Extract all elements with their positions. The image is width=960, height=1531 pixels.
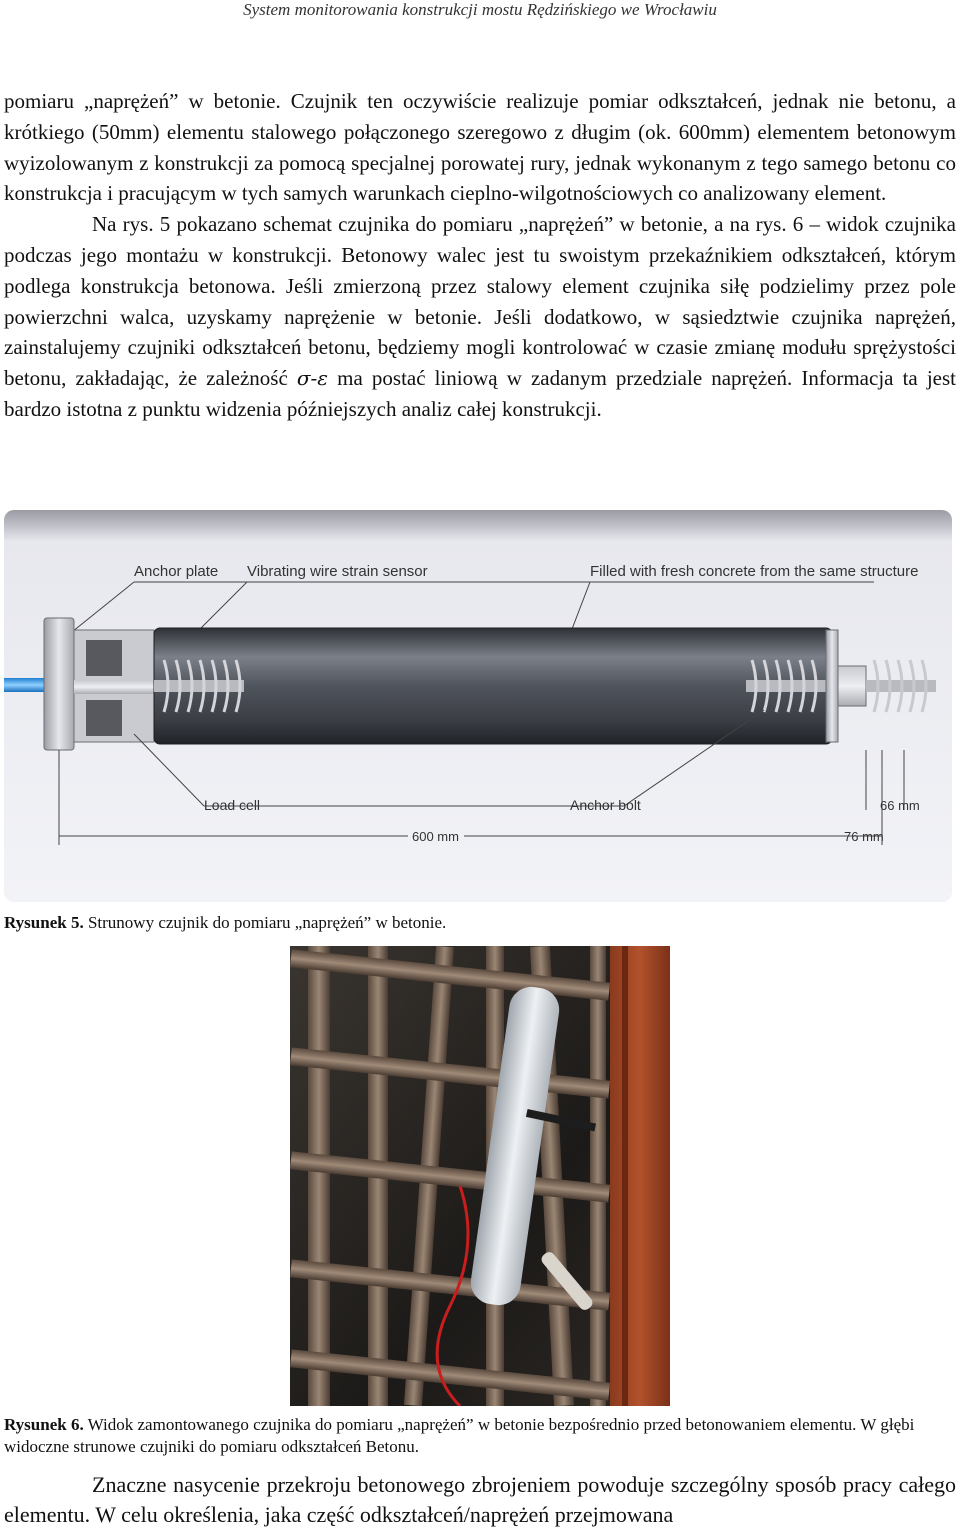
caption-6-text: Widok zamontowanego czujnika do pomiaru „naprężeń” w betonie bezpośrednio przed betonowaniem elementu. W głębi widoczne strunowe czujniki do pomiaru odkształceń Betonu. bbox=[4, 1415, 915, 1456]
sensor-schematic-drawing bbox=[4, 510, 952, 902]
label-anchor-bolt: Anchor bolt bbox=[570, 797, 641, 813]
caption-6-label: Rysunek 6. bbox=[4, 1415, 84, 1434]
paragraph-2 bbox=[4, 209, 956, 425]
label-anchor-plate: Anchor plate bbox=[134, 563, 219, 580]
load-cell-block-bottom bbox=[86, 700, 122, 736]
anchor-nut bbox=[838, 666, 866, 706]
dim-600-text: 600 mm bbox=[412, 829, 459, 844]
sigma-epsilon-symbol: σ-ε bbox=[296, 366, 329, 391]
porous-tube bbox=[154, 628, 832, 744]
body-text-bottom bbox=[4, 1470, 956, 1530]
anchor-plate-left bbox=[44, 618, 74, 750]
anchor-plate-right bbox=[826, 630, 838, 742]
figure-5-sensor-schematic bbox=[4, 510, 952, 902]
paragraph-2-text-b: ma postać liniową w zadanym przedziale naprężeń. Informacja ta jest bardzo istotna z punktu widzenia późniejszych analiz całej konstrukcji. bbox=[4, 366, 956, 421]
paragraph-1: pomiaru „naprężeń” w betonie. Czujnik ten oczywiście realizuje pomiar odkształceń, jednak nie betonu, a krótkiego (50mm) elementu stalowego połączonego szeregowo z długim (ok. 600mm) elementem betonowym wyizolowanym z konstrukcji za pomocą specjalnej porowatej rury, jednak wykonanym z tego samego betonu co konstrukcja i pracującym w tych samych warunkach cieplno-wilgotnościowych co analizowany element. bbox=[4, 89, 956, 206]
paragraph-2-text-a: Na rys. 5 pokazano schemat czujnika do pomiaru „naprężeń” w betonie, a na rys. 6 – widok czujnika podczas jego montażu w konstrukcji. Betonowy walec jest tu swoistym przekaźnikiem odkształceń, którym podlega konstrukcja betonowa. Jeśli zmierzoną przez stalowy element czujnika siłę podzielimy przez pole powierzchni walca, uzyskamy naprężenie w betonie. Jeśli dodatkowo, w sąsiedztwie czujnika naprężeń, zainstalujemy czujniki odkształceń betonu, będziemy mogli kontrolować w czasie zmianę modułu sprężystości betonu, zakładając, że zależność bbox=[4, 212, 956, 391]
dim-66-text: 66 mm bbox=[880, 798, 920, 813]
external-anchor-spiral bbox=[866, 660, 936, 712]
figure-6-installation-photo bbox=[290, 946, 670, 1406]
load-cell-block-top bbox=[86, 640, 122, 676]
paragraph-3: Znaczne nasycenie przekroju betonowego zbrojeniem powoduje szczególny sposób pracy całego elementu. W celu określenia, jaka część odkształceń/naprężeń przejmowana bbox=[4, 1472, 956, 1527]
dim-76-text: 76 mm bbox=[844, 829, 884, 844]
installation-photo-drawing bbox=[290, 946, 670, 1406]
caption-figure-6 bbox=[4, 1414, 956, 1458]
body-text-top bbox=[4, 86, 956, 425]
label-vibrating-wire-sensor: Vibrating wire strain sensor bbox=[247, 563, 428, 580]
running-header: System monitorowania konstrukcji mostu Rędzińskiego we Wrocławiu bbox=[243, 0, 717, 19]
steel-formwork bbox=[610, 946, 670, 1406]
caption-figure-5 bbox=[4, 912, 956, 934]
label-load-cell: Load cell bbox=[204, 797, 261, 813]
caption-5-label: Rysunek 5. bbox=[4, 913, 84, 932]
caption-5-text: Strunowy czujnik do pomiaru „naprężeń” w betonie. bbox=[83, 913, 447, 932]
load-cell-rod bbox=[74, 680, 154, 694]
formwork-edge bbox=[622, 946, 628, 1406]
label-filled-concrete: Filled with fresh concrete from the same structure bbox=[590, 563, 919, 580]
